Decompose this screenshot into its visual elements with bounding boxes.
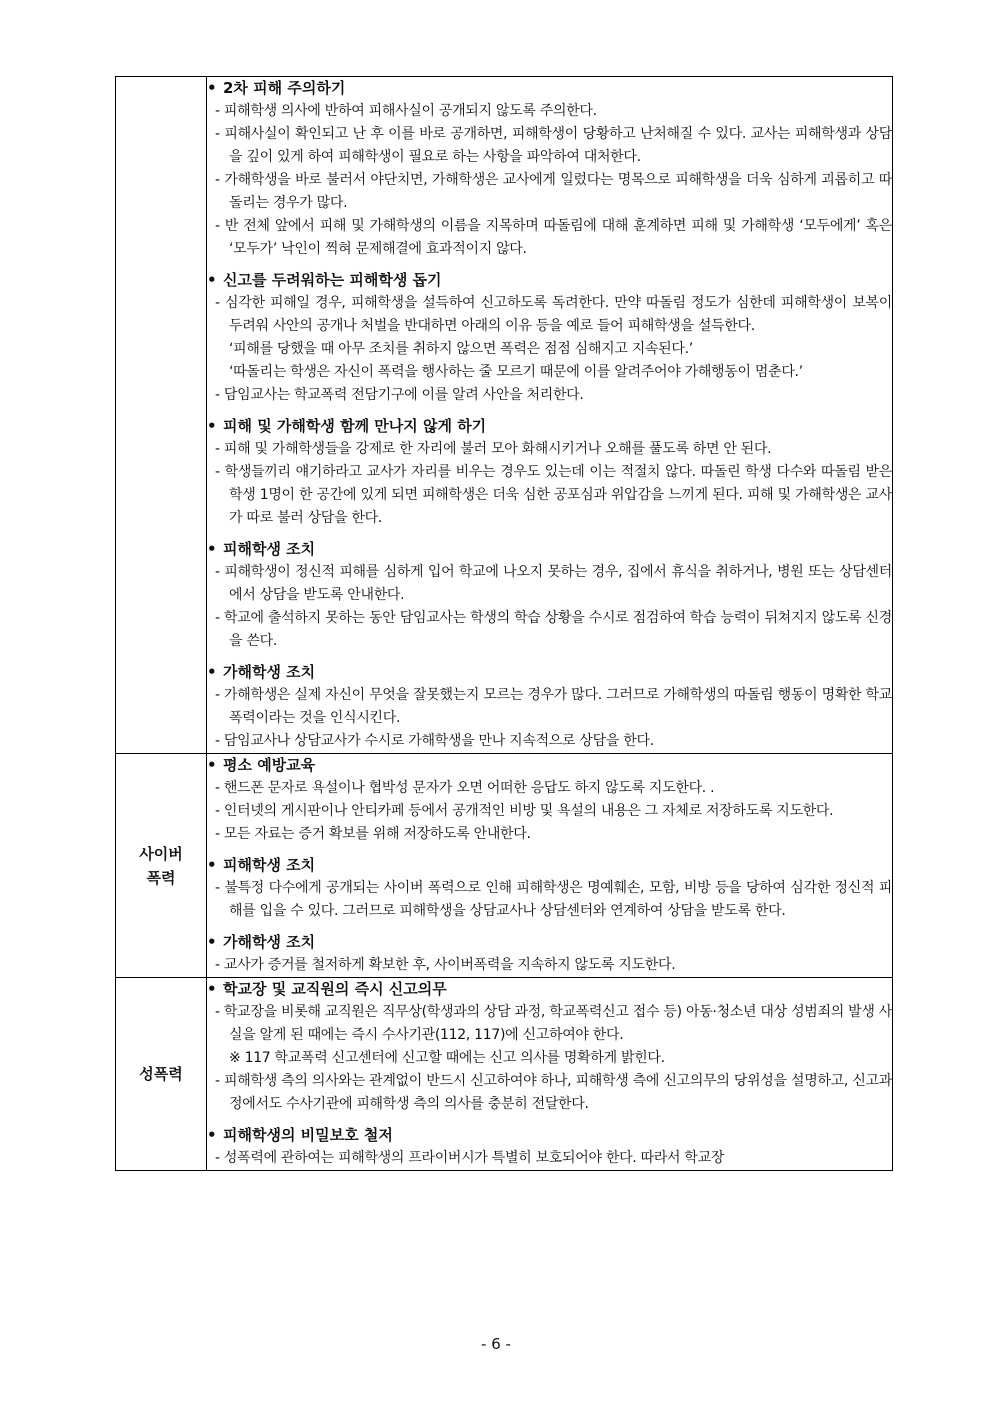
section-heading	[207, 77, 892, 100]
content-section	[207, 978, 892, 1116]
list-item: - 심각한 피해일 경우, 피해학생을 설득하여 신고하도록 독려한다. 만약 따돌림 정도가 심한데 피해학생이 보복이 두려워 사안의 공개나 처벌을 반대하면 아래의 이유 등을 예로 들어 피해학생을 설득한다.	[215, 295, 892, 334]
list-item: - 반 전체 앞에서 피해 및 가해학생의 이름을 지목하며 따돌림에 대해 훈계하면 피해 및 가해학생 ‘모두에게’ 혹은 ‘모두가’ 낙인이 찍혀 문제해결에 효과적이지 않다.	[215, 218, 892, 257]
section-heading-text: 피해학생의 비밀보호 철저	[223, 1126, 393, 1144]
section-heading-text: 피해학생 조치	[223, 856, 316, 874]
list-item: - 담임교사나 상담교사가 수시로 가해학생을 만나 지속적으로 상담을 한다.	[215, 733, 654, 749]
section-heading	[207, 978, 892, 1001]
table-row	[116, 754, 893, 978]
list-item: - 학교장을 비롯해 교직원은 직무상(학생과의 상담 과정, 학교폭력신고 접수 등) 아동·청소년 대상 성범죄의 발생 사실을 알게 된 때에는 즉시 수사기관(112, 117)에 신고하여야 한다.	[215, 1004, 892, 1043]
list-item: - 교사가 증거를 철저하게 확보한 후, 사이버폭력을 지속하지 않도록 지도한다.	[215, 957, 676, 973]
content-section	[207, 754, 892, 846]
bullet-icon: •	[207, 980, 217, 998]
section-heading-text: 가해학생 조치	[223, 933, 316, 951]
content-section	[207, 661, 892, 753]
list-item: - 가해학생을 바로 불러서 야단치면, 가해학생은 교사에게 일렀다는 명목으로 피해학생을 더욱 심하게 괴롭히고 따돌리는 경우가 많다.	[215, 172, 892, 211]
list-item: - 핸드폰 문자로 욕설이나 협박성 문자가 오면 어떠한 응답도 하지 않도록 지도한다. .	[215, 780, 715, 796]
list-item: - 피해사실이 확인되고 난 후 이를 바로 공개하면, 피해학생이 당황하고 난처해질 수 있다. 교사는 피해학생과 상담을 깊이 있게 하여 피해학생이 필요로 하는 사항을 파악하여 대처한다.	[215, 126, 892, 165]
section-heading-text: 가해학생 조치	[223, 663, 316, 681]
row-category-label	[116, 77, 207, 754]
note-text: ※ 117 학교폭력 신고센터에 신고할 때에는 신고 의사를 명확하게 밝힌다.	[229, 1050, 665, 1066]
list-item: - 학교에 출석하지 못하는 동안 담임교사는 학생의 학습 상황을 수시로 점검하여 학습 능력이 뒤쳐지지 않도록 신경을 쓴다.	[215, 610, 892, 649]
section-heading-text: 피해학생 조치	[223, 540, 316, 558]
table-row	[116, 77, 893, 754]
row-content	[207, 978, 893, 1171]
section-heading-text: 신고를 두려워하는 피해학생 돕기	[223, 271, 442, 289]
list-item: - 가해학생은 실제 자신이 무엇을 잘못했는지 모르는 경우가 많다. 그러므로 가해학생의 따돌림 행동이 명확한 학교폭력이라는 것을 인식시킨다.	[215, 687, 892, 726]
content-section	[207, 415, 892, 530]
row-category-label	[116, 754, 207, 978]
bullet-icon: •	[207, 933, 217, 951]
row-category-label	[116, 978, 207, 1171]
list-item: - 모든 자료는 증거 확보를 위해 저장하도록 안내한다.	[215, 826, 531, 842]
section-heading	[207, 754, 892, 777]
content-section	[207, 854, 892, 923]
section-heading-text: 평소 예방교육	[223, 756, 316, 774]
bullet-icon: •	[207, 417, 217, 435]
section-heading	[207, 538, 892, 561]
list-item: - 피해학생 의사에 반하여 피해사실이 공개되지 않도록 주의한다.	[215, 103, 597, 119]
bullet-icon: •	[207, 79, 217, 97]
category-label-line: 성폭력	[139, 1065, 183, 1083]
list-item: - 불특정 다수에게 공개되는 사이버 폭력으로 인해 피해학생은 명예훼손, 모함, 비방 등을 당하여 심각한 정신적 피해를 입을 수 있다. 그러므로 피해학생을 상담교사나 상담센터와 연계하여 상담을 받도록 한다.	[215, 880, 892, 919]
row-content	[207, 77, 893, 754]
section-heading	[207, 1124, 892, 1147]
list-item: - 담임교사는 학교폭력 전담기구에 이를 알려 사안을 처리한다.	[215, 387, 584, 403]
section-heading-text: 학교장 및 교직원의 즉시 신고의무	[223, 980, 447, 998]
list-item: - 피해 및 가해학생들을 강제로 한 자리에 불러 모아 화해시키거나 오해를 풀도록 하면 안 된다.	[215, 441, 772, 457]
bullet-icon: •	[207, 540, 217, 558]
section-heading	[207, 661, 892, 684]
bullet-icon: •	[207, 1126, 217, 1144]
list-item: - 인터넷의 게시판이나 안티카페 등에서 공개적인 비방 및 욕설의 내용은 그 자체로 저장하도록 지도한다.	[215, 803, 834, 819]
bullet-icon: •	[207, 663, 217, 681]
section-heading	[207, 415, 892, 438]
section-heading	[207, 269, 892, 292]
content-section	[207, 931, 892, 977]
row-content	[207, 754, 893, 978]
category-label-line: 사이버	[139, 844, 183, 863]
content-section	[207, 269, 892, 407]
content-section	[207, 538, 892, 653]
bullet-icon: •	[207, 271, 217, 289]
list-item: - 학생들끼리 얘기하라고 교사가 자리를 비우는 경우도 있는데 이는 적절치 않다. 따돌린 학생 다수와 따돌림 받은 학생 1명이 한 공간에 있게 되면 피해학생은 더욱 심한 공포심과 위압감을 느끼게 된다. 피해 및 가해학생은 교사가 따로 불러 상담을 한다.	[215, 464, 892, 526]
list-item: - 피해학생 측의 의사와는 관계없이 반드시 신고하여야 하나, 피해학생 측에 신고의무의 당위성을 설명하고, 신고과정에서도 수사기관에 피해학생 측의 의사를 충분히 전달한다.	[215, 1073, 892, 1112]
section-heading	[207, 854, 892, 877]
section-heading-text: 피해 및 가해학생 함께 만나지 않게 하기	[223, 417, 487, 435]
table-body	[116, 77, 893, 1171]
note-text: ‘피해를 당했을 때 아무 조치를 취하지 않으면 폭력은 점점 심해지고 지속된다.’	[229, 341, 693, 357]
guideline-table	[115, 76, 893, 1171]
list-item: - 피해학생이 정신적 피해를 심하게 입어 학교에 나오지 못하는 경우, 집에서 휴식을 취하거나, 병원 또는 상담센터에서 상담을 받도록 안내한다.	[215, 564, 892, 603]
section-heading	[207, 931, 892, 954]
bullet-icon: •	[207, 856, 217, 874]
list-item: - 성폭력에 관하여는 피해학생의 프라이버시가 특별히 보호되어야 한다. 따라서 학교장	[215, 1150, 725, 1166]
content-section	[207, 77, 892, 261]
category-label-line: 폭력	[146, 868, 176, 887]
page-number: - 6 -	[481, 1335, 511, 1353]
bullet-icon: •	[207, 756, 217, 774]
note-text: ‘따돌리는 학생은 자신이 폭력을 행사하는 줄 모르기 때문에 이를 알려주어야 가해행동이 멈춘다.’	[229, 364, 803, 380]
content-section	[207, 1124, 892, 1170]
section-heading-text: 2차 피해 주의하기	[223, 79, 346, 97]
table-row	[116, 978, 893, 1171]
